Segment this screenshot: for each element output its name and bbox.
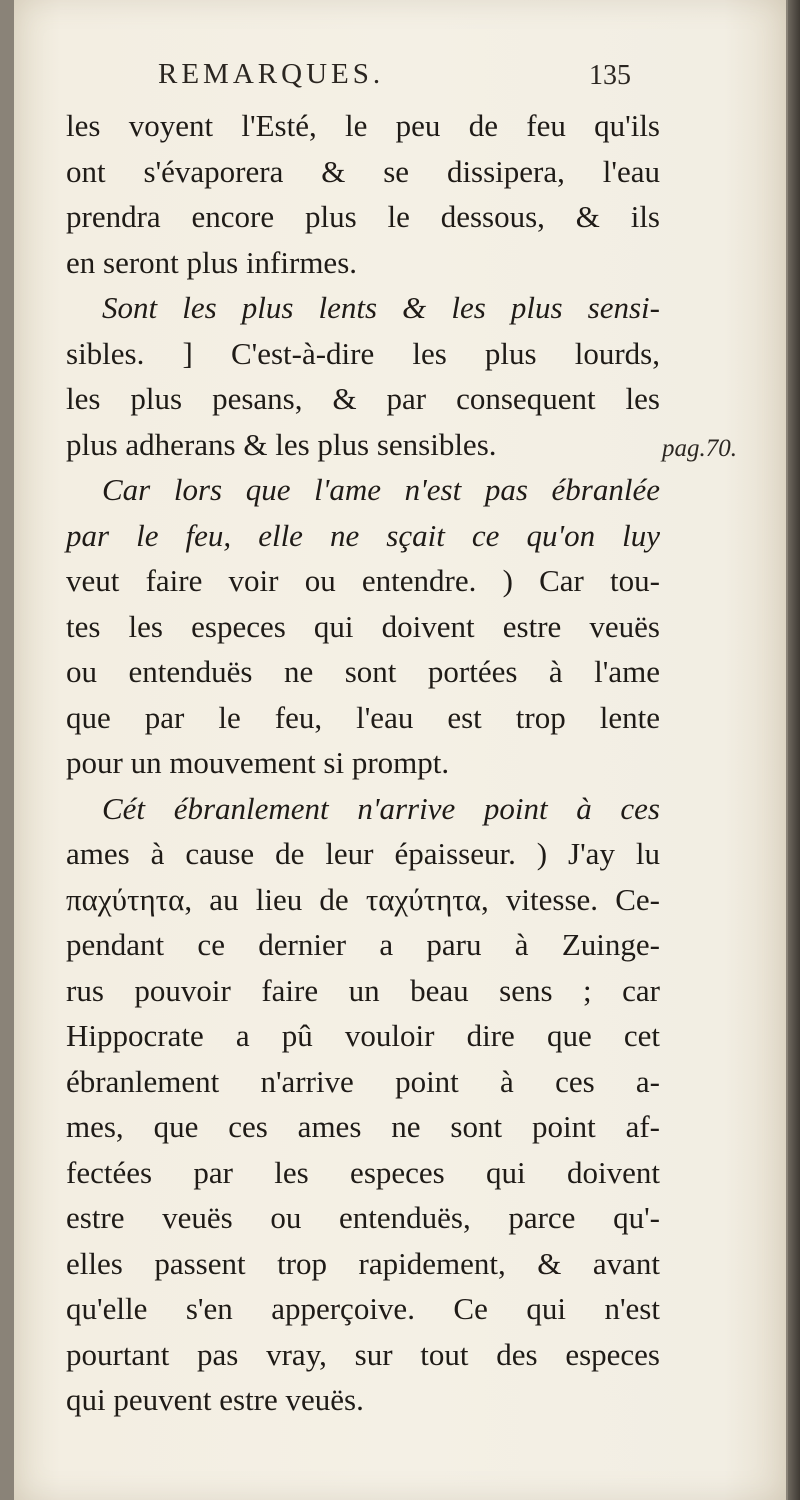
text-line: sibles. ] C'est-à-dire les plus lourds, [66, 335, 660, 371]
text-line: pendant ce dernier a paru à Zuinge- [66, 927, 660, 962]
text-line: παχύτητα, au lieu de ταχύτητα, vitesse. Ce- [66, 881, 660, 917]
text-line: pour un mouvement si prompt. [66, 745, 450, 780]
text-line: ames à cause de leur épaisseur. ) J'ay lu [66, 836, 660, 871]
text-line: Hippocrate a pû vouloir dire que cet [66, 1018, 660, 1053]
text-line: en seront plus infirmes. [66, 244, 358, 280]
text-line: Sont les plus lents & les plus sensi- [102, 290, 660, 325]
text-line: ou entenduës ne sont portées à l'ame [66, 654, 660, 689]
text-line: mes, que ces ames ne sont point af- [66, 1109, 660, 1144]
text-line: plus adherans & les plus sensibles. [66, 426, 497, 462]
text-line: qui peuvent estre veuës. [66, 1382, 364, 1417]
text-line: ébranlement n'arrive point à ces a- [66, 1063, 660, 1099]
text-line: qu'elle s'en apperçoive. Ce qui n'est [66, 1291, 660, 1326]
text-line: Cét ébranlement n'arrive point à ces [102, 790, 660, 826]
margin-note: pag.70. [662, 435, 737, 462]
text-line: prendra encore plus le dessous, & ils [66, 199, 660, 234]
text-line: veut faire voir ou entendre. ) Car tou- [66, 563, 660, 598]
text-line: les plus pesans, & par consequent les [66, 381, 660, 416]
text-line: que par le feu, l'eau est trop lente [66, 699, 660, 735]
page-number: 135 [589, 60, 631, 91]
main-text [66, 103, 660, 1423]
text-line: rus pouvoir faire un beau sens ; car [66, 972, 660, 1008]
text-line: tes les especes qui doivent estre veuës [66, 608, 660, 644]
text-line: elles passent trop rapidement, & avant [66, 1245, 660, 1281]
text-line: Car lors que l'ame n'est pas ébranlée [102, 472, 660, 507]
running-head: REMARQUES. [158, 58, 385, 90]
text-line: fectées par les especes qui doivent [66, 1154, 660, 1190]
text-line: par le feu, elle ne sçait ce qu'on luy [66, 517, 660, 553]
text-line: les voyent l'Esté, le peu de feu qu'ils [66, 108, 660, 143]
page-header [74, 58, 674, 98]
text-line: ont s'évaporera & se dissipera, l'eau [66, 153, 660, 189]
text-line: pourtant pas vray, sur tout des especes [66, 1336, 660, 1372]
book-page [14, 0, 786, 1500]
book-gutter-edge [788, 0, 800, 1500]
text-line: estre veuës ou entenduës, parce qu'- [66, 1200, 660, 1235]
